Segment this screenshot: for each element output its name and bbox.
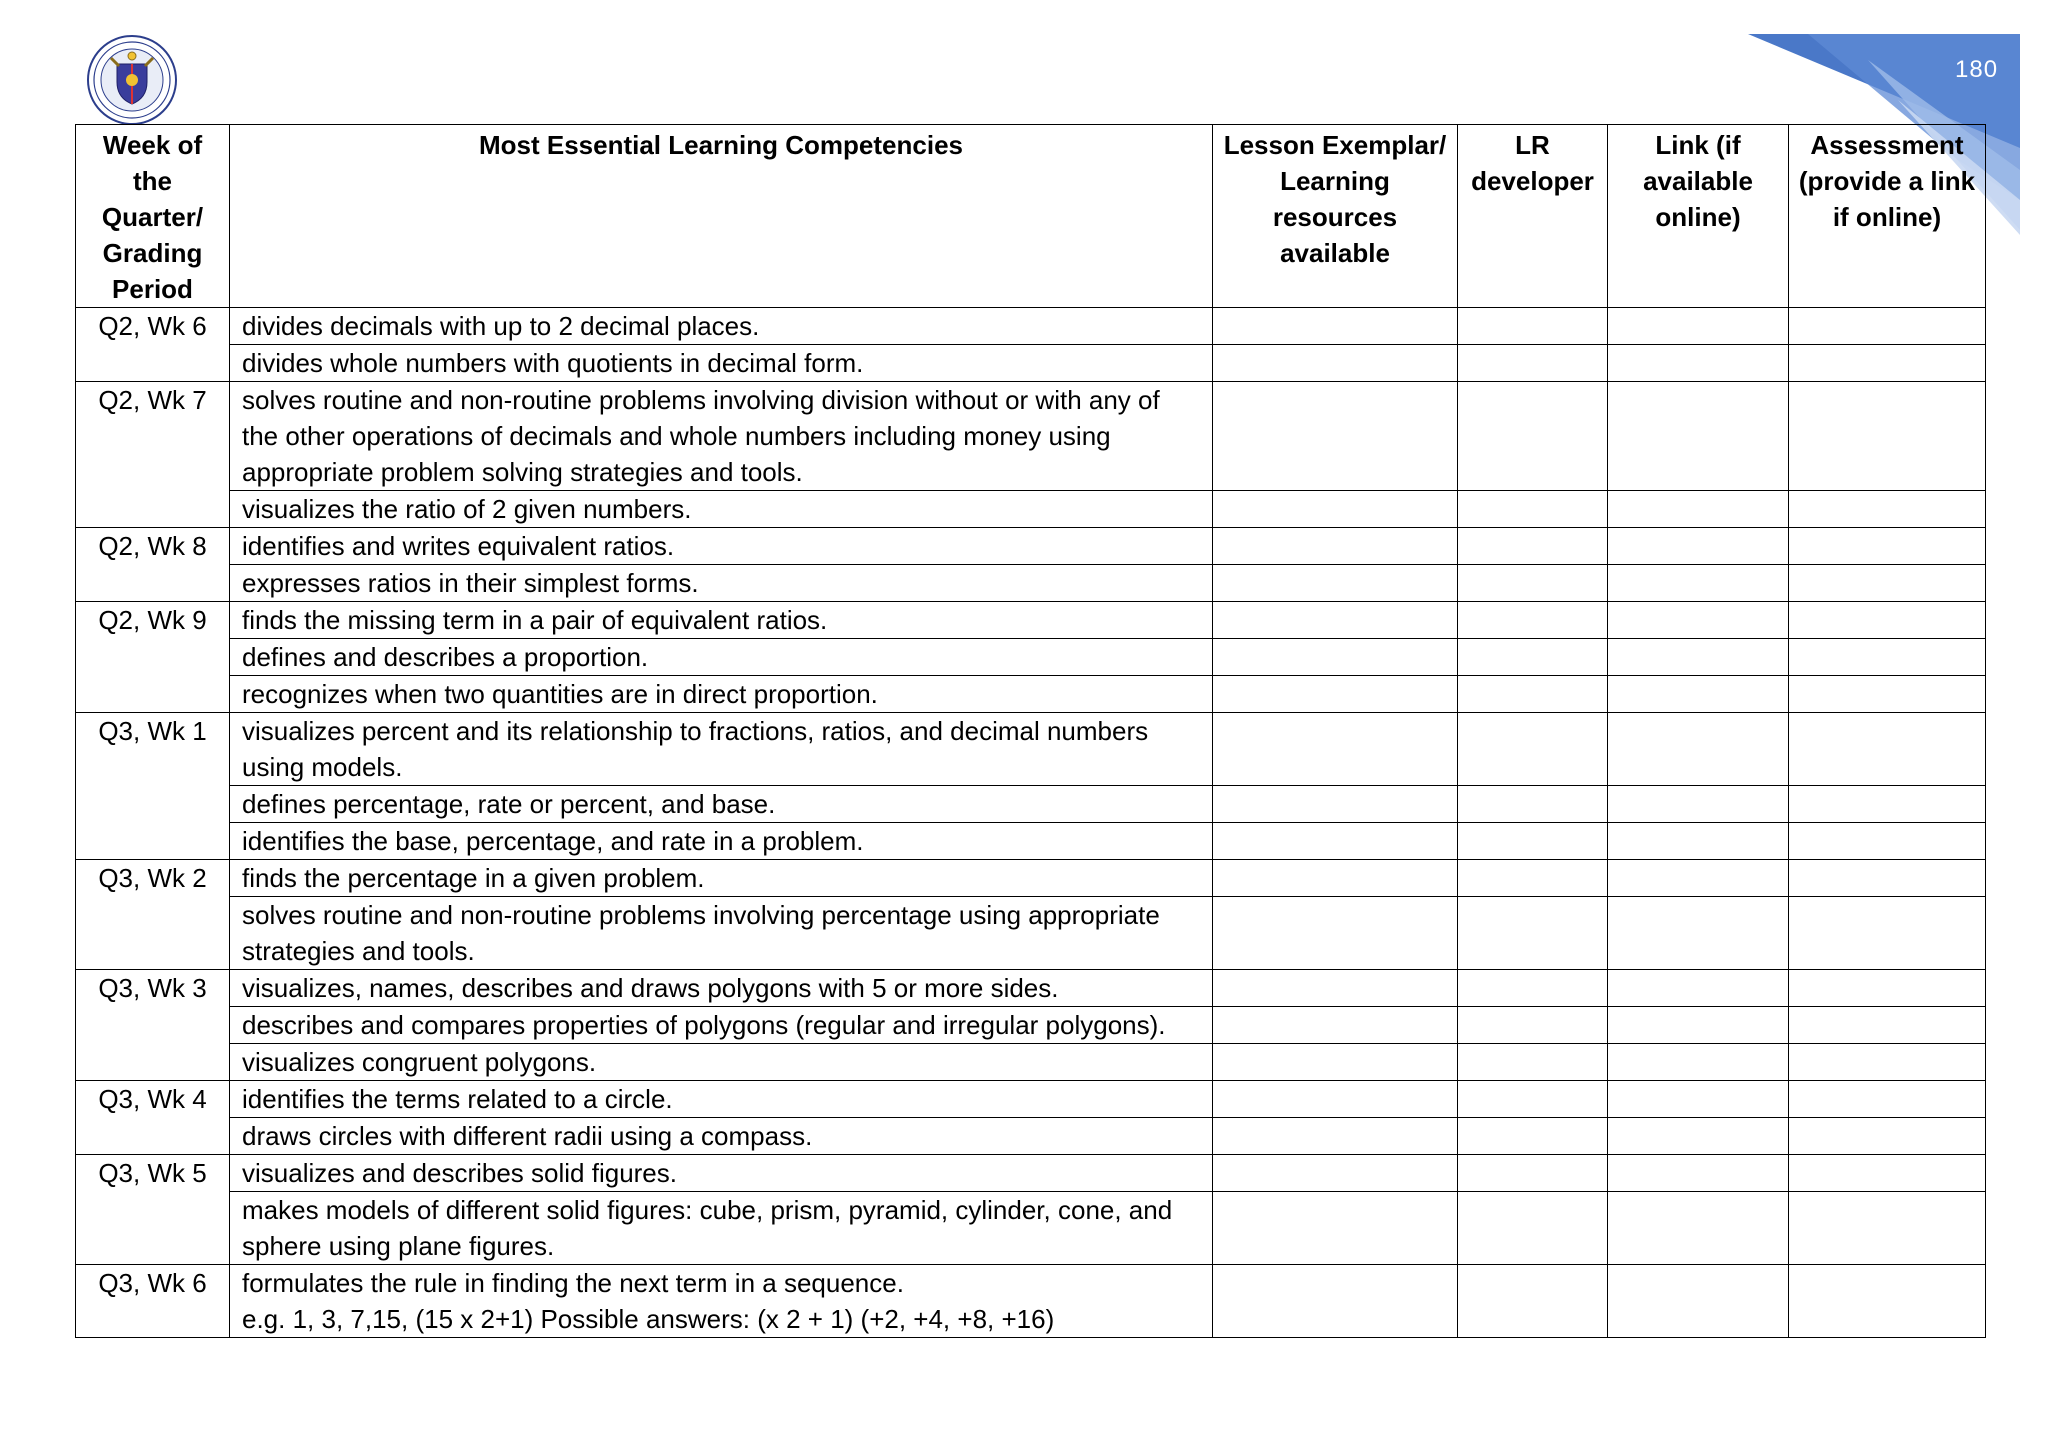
week-cell: Q3, Wk 6 xyxy=(76,1265,230,1338)
assessment-cell xyxy=(1789,676,1986,713)
lesson-exemplar-cell xyxy=(1213,491,1458,528)
link-cell xyxy=(1608,1081,1789,1118)
week-cell: Q3, Wk 3 xyxy=(76,970,230,1081)
table-row xyxy=(76,1192,1986,1265)
link-cell xyxy=(1608,897,1789,970)
competency-cell: visualizes percent and its relationship to fractions, ratios, and decimal numbers using models. xyxy=(230,713,1213,786)
header-lr-developer: LR developer xyxy=(1458,125,1608,308)
link-cell xyxy=(1608,1044,1789,1081)
lr-developer-cell xyxy=(1458,823,1608,860)
lesson-exemplar-cell xyxy=(1213,1007,1458,1044)
table-row xyxy=(76,345,1986,382)
lesson-exemplar-cell xyxy=(1213,639,1458,676)
table-row xyxy=(76,565,1986,602)
table-row xyxy=(76,528,1986,565)
lr-developer-cell xyxy=(1458,1118,1608,1155)
lr-developer-cell xyxy=(1458,308,1608,345)
link-cell xyxy=(1608,1265,1789,1338)
assessment-cell xyxy=(1789,1007,1986,1044)
assessment-cell xyxy=(1789,786,1986,823)
week-cell: Q3, Wk 1 xyxy=(76,713,230,860)
lesson-exemplar-cell xyxy=(1213,308,1458,345)
link-cell xyxy=(1608,308,1789,345)
link-cell xyxy=(1608,1155,1789,1192)
lr-developer-cell xyxy=(1458,897,1608,970)
table-row xyxy=(76,676,1986,713)
link-cell xyxy=(1608,970,1789,1007)
link-cell xyxy=(1608,565,1789,602)
assessment-cell xyxy=(1789,970,1986,1007)
lesson-exemplar-cell xyxy=(1213,602,1458,639)
week-cell: Q2, Wk 6 xyxy=(76,308,230,382)
lesson-exemplar-cell xyxy=(1213,1192,1458,1265)
competency-cell: expresses ratios in their simplest forms. xyxy=(230,565,1213,602)
link-cell xyxy=(1608,786,1789,823)
table-row xyxy=(76,1081,1986,1118)
table-row xyxy=(76,1265,1986,1338)
table-row xyxy=(76,897,1986,970)
lr-developer-cell xyxy=(1458,1265,1608,1338)
competency-cell: defines and describes a proportion. xyxy=(230,639,1213,676)
table-row xyxy=(76,823,1986,860)
lesson-exemplar-cell xyxy=(1213,1265,1458,1338)
week-cell: Q2, Wk 9 xyxy=(76,602,230,713)
assessment-cell xyxy=(1789,382,1986,491)
competency-cell: finds the percentage in a given problem. xyxy=(230,860,1213,897)
link-cell xyxy=(1608,1192,1789,1265)
link-cell xyxy=(1608,345,1789,382)
week-cell: Q3, Wk 2 xyxy=(76,860,230,970)
competency-cell: describes and compares properties of polygons (regular and irregular polygons). xyxy=(230,1007,1213,1044)
lesson-exemplar-cell xyxy=(1213,823,1458,860)
header-link: Link (if available online) xyxy=(1608,125,1789,308)
lr-developer-cell xyxy=(1458,528,1608,565)
link-cell xyxy=(1608,1118,1789,1155)
lr-developer-cell xyxy=(1458,382,1608,491)
competency-cell: draws circles with different radii using a compass. xyxy=(230,1118,1213,1155)
header-week: Week of the Quarter/ Grading Period xyxy=(76,125,230,308)
assessment-cell xyxy=(1789,528,1986,565)
assessment-cell xyxy=(1789,1155,1986,1192)
competency-cell: visualizes the ratio of 2 given numbers. xyxy=(230,491,1213,528)
assessment-cell xyxy=(1789,1118,1986,1155)
header-lesson-exemplar: Lesson Exemplar/ Learning resources available xyxy=(1213,125,1458,308)
assessment-cell xyxy=(1789,1044,1986,1081)
table-row xyxy=(76,602,1986,639)
competency-cell: defines percentage, rate or percent, and base. xyxy=(230,786,1213,823)
link-cell xyxy=(1608,491,1789,528)
table-row xyxy=(76,1118,1986,1155)
assessment-cell xyxy=(1789,823,1986,860)
header-assessment: Assessment (provide a link if online) xyxy=(1789,125,1986,308)
lr-developer-cell xyxy=(1458,639,1608,676)
week-cell: Q3, Wk 4 xyxy=(76,1081,230,1155)
link-cell xyxy=(1608,382,1789,491)
lesson-exemplar-cell xyxy=(1213,528,1458,565)
melc-table xyxy=(75,124,1986,1338)
assessment-cell xyxy=(1789,491,1986,528)
lesson-exemplar-cell xyxy=(1213,345,1458,382)
table-row xyxy=(76,639,1986,676)
table-row xyxy=(76,1155,1986,1192)
assessment-cell xyxy=(1789,860,1986,897)
assessment-cell xyxy=(1789,1192,1986,1265)
lesson-exemplar-cell xyxy=(1213,897,1458,970)
assessment-cell xyxy=(1789,1081,1986,1118)
lesson-exemplar-cell xyxy=(1213,860,1458,897)
competency-cell: visualizes and describes solid figures. xyxy=(230,1155,1213,1192)
competency-cell: solves routine and non-routine problems involving division without or with any of the other operations of decimals and whole numbers including money using appropriate problem solving strategies and tools. xyxy=(230,382,1213,491)
assessment-cell xyxy=(1789,345,1986,382)
lesson-exemplar-cell xyxy=(1213,970,1458,1007)
table-body xyxy=(76,308,1986,1338)
table-row xyxy=(76,308,1986,345)
table-row xyxy=(76,713,1986,786)
lr-developer-cell xyxy=(1458,860,1608,897)
week-cell: Q2, Wk 7 xyxy=(76,382,230,528)
lr-developer-cell xyxy=(1458,1044,1608,1081)
table-row xyxy=(76,382,1986,491)
lr-developer-cell xyxy=(1458,491,1608,528)
table-row xyxy=(76,491,1986,528)
lr-developer-cell xyxy=(1458,602,1608,639)
lr-developer-cell xyxy=(1458,970,1608,1007)
competency-cell: formulates the rule in finding the next term in a sequence. e.g. 1, 3, 7,15, (15 x 2+1) Possible answers: (x 2 + 1) (+2, +4, +8, +16) xyxy=(230,1265,1213,1338)
competency-cell: solves routine and non-routine problems involving percentage using appropriate strategies and tools. xyxy=(230,897,1213,970)
competency-cell: visualizes congruent polygons. xyxy=(230,1044,1213,1081)
lr-developer-cell xyxy=(1458,676,1608,713)
assessment-cell xyxy=(1789,602,1986,639)
lesson-exemplar-cell xyxy=(1213,1118,1458,1155)
link-cell xyxy=(1608,713,1789,786)
lr-developer-cell xyxy=(1458,345,1608,382)
week-cell: Q3, Wk 5 xyxy=(76,1155,230,1265)
table-row xyxy=(76,860,1986,897)
table-row xyxy=(76,1044,1986,1081)
assessment-cell xyxy=(1789,713,1986,786)
link-cell xyxy=(1608,639,1789,676)
lr-developer-cell xyxy=(1458,1155,1608,1192)
lr-developer-cell xyxy=(1458,1192,1608,1265)
lesson-exemplar-cell xyxy=(1213,565,1458,602)
link-cell xyxy=(1608,860,1789,897)
assessment-cell xyxy=(1789,639,1986,676)
week-cell: Q2, Wk 8 xyxy=(76,528,230,602)
link-cell xyxy=(1608,602,1789,639)
lesson-exemplar-cell xyxy=(1213,1044,1458,1081)
link-cell xyxy=(1608,528,1789,565)
assessment-cell xyxy=(1789,308,1986,345)
competency-cell: makes models of different solid figures: cube, prism, pyramid, cylinder, cone, and sphere using plane figures. xyxy=(230,1192,1213,1265)
lesson-exemplar-cell xyxy=(1213,382,1458,491)
lesson-exemplar-cell xyxy=(1213,713,1458,786)
page-number: 180 xyxy=(1955,56,1999,83)
header-competencies: Most Essential Learning Competencies xyxy=(230,125,1213,308)
assessment-cell xyxy=(1789,897,1986,970)
lr-developer-cell xyxy=(1458,565,1608,602)
lesson-exemplar-cell xyxy=(1213,1081,1458,1118)
lr-developer-cell xyxy=(1458,786,1608,823)
competency-cell: divides decimals with up to 2 decimal places. xyxy=(230,308,1213,345)
competency-cell: divides whole numbers with quotients in decimal form. xyxy=(230,345,1213,382)
lesson-exemplar-cell xyxy=(1213,676,1458,713)
table-header-row xyxy=(76,125,1986,308)
competency-cell: identifies and writes equivalent ratios. xyxy=(230,528,1213,565)
competency-cell: recognizes when two quantities are in direct proportion. xyxy=(230,676,1213,713)
table-row xyxy=(76,970,1986,1007)
link-cell xyxy=(1608,823,1789,860)
table-row xyxy=(76,1007,1986,1044)
competency-cell: identifies the base, percentage, and rate in a problem. xyxy=(230,823,1213,860)
table-row xyxy=(76,786,1986,823)
link-cell xyxy=(1608,1007,1789,1044)
lr-developer-cell xyxy=(1458,1007,1608,1044)
lesson-exemplar-cell xyxy=(1213,786,1458,823)
competency-cell: finds the missing term in a pair of equivalent ratios. xyxy=(230,602,1213,639)
lr-developer-cell xyxy=(1458,1081,1608,1118)
competency-cell: visualizes, names, describes and draws polygons with 5 or more sides. xyxy=(230,970,1213,1007)
assessment-cell xyxy=(1789,565,1986,602)
link-cell xyxy=(1608,676,1789,713)
lr-developer-cell xyxy=(1458,713,1608,786)
deped-seal-icon xyxy=(86,34,178,126)
lesson-exemplar-cell xyxy=(1213,1155,1458,1192)
competency-cell: identifies the terms related to a circle. xyxy=(230,1081,1213,1118)
assessment-cell xyxy=(1789,1265,1986,1338)
